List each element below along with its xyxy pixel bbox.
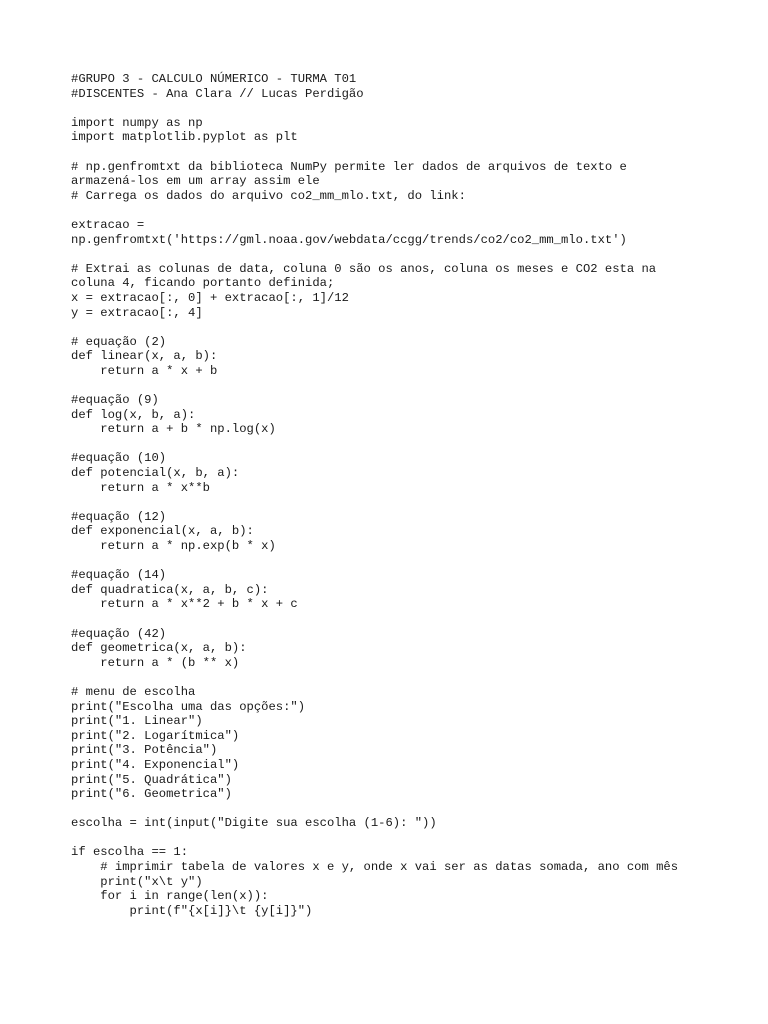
code-line: y = extracao[:, 4] xyxy=(71,305,203,320)
code-line: escolha = int(input("Digite sua escolha (1-6): ")) xyxy=(71,816,437,831)
code-line: import matplotlib.pyplot as plt xyxy=(71,130,298,145)
code-line: def quadratica(x, a, b, c): xyxy=(71,582,269,597)
code-listing xyxy=(71,72,751,918)
blank-line xyxy=(71,247,751,262)
code-line: # menu de escolha xyxy=(71,684,196,699)
code-line: def linear(x, a, b): xyxy=(71,349,218,364)
code-line: import numpy as np xyxy=(71,115,203,130)
code-line: coluna 4, ficando portanto definida; xyxy=(71,276,335,291)
code-line: if escolha == 1: xyxy=(71,845,189,860)
code-line: print("4. Exponencial") xyxy=(71,757,240,772)
code-line: return a * x**2 + b * x + c xyxy=(71,597,298,612)
code-line: #equação (42) xyxy=(71,626,167,641)
code-line: # imprimir tabela de valores x e y, onde x vai ser as datas somada, ano com mês xyxy=(71,860,679,875)
blank-line xyxy=(71,495,751,510)
code-line: np.genfromtxt('https://gml.noaa.gov/webdata/ccgg/trends/co2/co2_mm_mlo.txt') xyxy=(71,232,627,247)
code-line: # Extrai as colunas de data, coluna 0 são os anos, coluna os meses e CO2 esta na xyxy=(71,261,657,276)
code-line: # equação (2) xyxy=(71,334,167,349)
code-line: print("5. Quadrática") xyxy=(71,772,232,787)
code-line: #equação (9) xyxy=(71,393,159,408)
code-line: #equação (12) xyxy=(71,509,167,524)
blank-line xyxy=(71,612,751,627)
code-line: return a + b * np.log(x) xyxy=(71,422,276,437)
code-line: extracao = xyxy=(71,217,145,232)
blank-line xyxy=(71,320,751,335)
code-line: #GRUPO 3 - CALCULO NÚMERICO - TURMA T01 xyxy=(71,72,357,86)
code-line: def geometrica(x, a, b): xyxy=(71,641,247,656)
code-line: #DISCENTES - Ana Clara // Lucas Perdigão xyxy=(71,86,364,101)
code-line: return a * (b ** x) xyxy=(71,655,240,670)
blank-line xyxy=(71,101,751,116)
code-line: x = extracao[:, 0] + extracao[:, 1]/12 xyxy=(71,290,349,305)
code-line: return a * np.exp(b * x) xyxy=(71,539,276,553)
code-line: print("3. Potência") xyxy=(71,743,218,758)
blank-line xyxy=(71,203,751,218)
code-line: # np.genfromtxt da biblioteca NumPy permite ler dados de arquivos de texto e xyxy=(71,159,627,174)
code-line: print("x\t y") xyxy=(71,874,203,889)
blank-line xyxy=(71,145,751,160)
code-line: # Carrega os dados do arquivo co2_mm_mlo.txt, do link: xyxy=(71,188,466,203)
code-line: print("1. Linear") xyxy=(71,714,203,729)
code-line: return a * x**b xyxy=(71,480,210,495)
blank-line xyxy=(71,831,751,846)
code-line: print(f"{x[i]}\t {y[i]}") xyxy=(71,903,313,918)
code-line: print("Escolha uma das opções:") xyxy=(71,699,306,714)
blank-line xyxy=(71,802,751,817)
blank-line xyxy=(71,437,751,452)
code-line: return a * x + b xyxy=(71,363,218,378)
code-line: def log(x, b, a): xyxy=(71,407,196,422)
code-line: def exponencial(x, a, b): xyxy=(71,524,254,539)
code-line: def potencial(x, b, a): xyxy=(71,466,240,481)
code-line: #equação (14) xyxy=(71,568,167,583)
code-line: print("6. Geometrica") xyxy=(71,787,232,802)
code-line: armazená-los em um array assim ele xyxy=(71,174,320,189)
code-line: for i in range(len(x)): xyxy=(71,889,269,904)
code-line: #equação (10) xyxy=(71,451,167,466)
blank-line xyxy=(71,554,751,569)
blank-line xyxy=(71,670,751,685)
blank-line xyxy=(71,378,751,393)
code-line: print("2. Logarítmica") xyxy=(71,728,240,743)
